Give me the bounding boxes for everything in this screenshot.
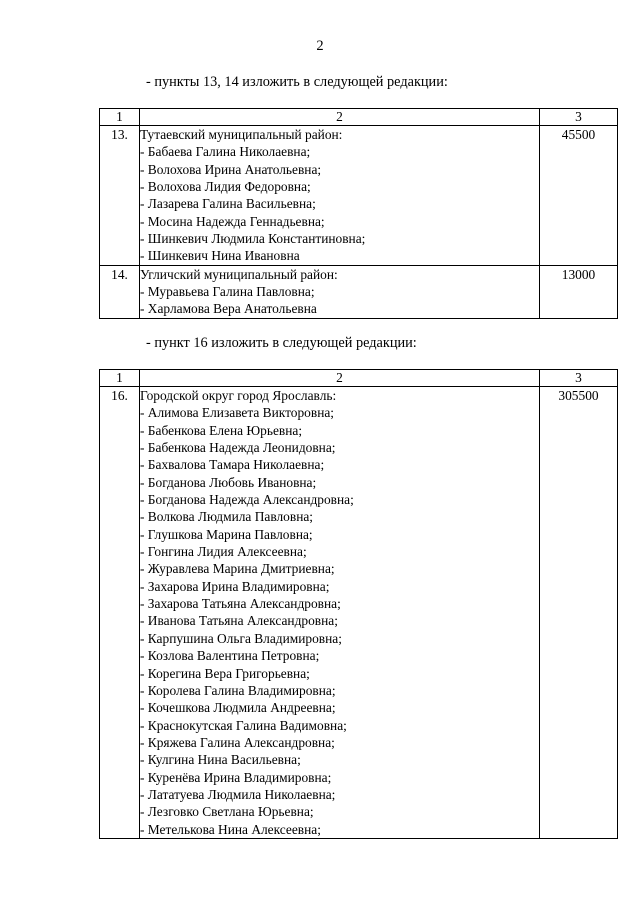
list-item: - Бабенкова Надежда Леонидовна;	[140, 440, 336, 456]
district-name: Городской округ город Ярославль:	[140, 388, 337, 403]
page-number: 2	[316, 38, 324, 54]
list-item: - Волкова Людмила Павловна;	[140, 509, 314, 525]
list-item: - Кулгина Нина Васильевна;	[140, 752, 301, 768]
list-item: - Кряжева Галина Александровна;	[140, 734, 335, 750]
row-recipients	[140, 126, 540, 266]
header-col-1: 1	[100, 370, 140, 387]
list-item: - Богданова Надежда Александровна;	[140, 492, 354, 508]
table-header-row	[100, 370, 618, 387]
list-item: - Бабаева Галина Николаевна;	[140, 144, 311, 160]
row-amount: 45500	[540, 126, 618, 266]
list-item: - Захарова Ирина Владимировна;	[140, 578, 330, 594]
list-item: - Бабенкова Елена Юрьевна;	[140, 422, 303, 438]
row-amount: 305500	[540, 387, 618, 839]
list-item: - Метелькова Нина Алексеевна;	[140, 821, 321, 837]
section2-table	[99, 369, 618, 839]
list-item: - Козлова Валентина Петровна;	[140, 648, 320, 664]
list-item: - Алимова Елизавета Викторовна;	[140, 405, 335, 421]
list-item: - Бахвалова Тамара Николаевна;	[140, 457, 325, 473]
list-item: - Лезговко Светлана Юрьевна;	[140, 804, 314, 820]
list-item: - Куренёва Ирина Владимировна;	[140, 769, 332, 785]
list-item: - Корегина Вера Григорьевна;	[140, 665, 310, 681]
district-name: Угличский муниципальный район:	[140, 266, 338, 282]
header-col-3: 3	[540, 370, 618, 387]
list-item: - Захарова Татьяна Александровна;	[140, 596, 341, 612]
list-item: - Мосина Надежда Геннадьевна;	[140, 213, 325, 229]
list-item: - Харламова Вера Анатольевна	[140, 301, 317, 317]
section1-table	[99, 108, 618, 319]
list-item: - Гонгина Лидия Алексеевна;	[140, 544, 307, 560]
list-item: - Волохова Лидия Федоровна;	[140, 179, 311, 195]
row-number: 16.	[100, 387, 140, 839]
list-item: - Волохова Ирина Анатольевна;	[140, 161, 322, 177]
list-item: - Журавлева Марина Дмитриевна;	[140, 561, 335, 577]
list-item: - Глушкова Марина Павловна;	[140, 526, 313, 542]
row-number: 14.	[100, 265, 140, 318]
table-row	[100, 387, 618, 839]
list-item: - Богданова Любовь Ивановна;	[140, 474, 317, 490]
list-item: - Карпушина Ольга Владимировна;	[140, 630, 342, 646]
table-row	[100, 265, 618, 318]
list-item: - Кочешкова Людмила Андреевна;	[140, 700, 336, 716]
header-col-2: 2	[140, 109, 540, 126]
list-item: - Шинкевич Людмила Константиновна;	[140, 231, 366, 247]
list-item: - Муравьева Галина Павловна;	[140, 284, 315, 300]
header-col-2: 2	[140, 370, 540, 387]
table-header-row	[100, 109, 618, 126]
row-number: 13.	[100, 126, 140, 266]
list-item: - Краснокутская Галина Вадимовна;	[140, 717, 347, 733]
row-recipients	[140, 387, 540, 839]
section2-intro: - пункт 16 изложить в следующей редакции:	[146, 335, 417, 351]
header-col-3: 3	[540, 109, 618, 126]
table-row	[100, 126, 618, 266]
list-item: - Шинкевич Нина Ивановна	[140, 248, 300, 264]
list-item: - Лазарева Галина Васильевна;	[140, 196, 316, 212]
district-name: Тутаевский муниципальный район:	[140, 127, 343, 142]
list-item: - Лататуева Людмила Николаевна;	[140, 786, 336, 802]
section1-intro: - пункты 13, 14 изложить в следующей редакции:	[146, 74, 448, 90]
header-col-1: 1	[100, 109, 140, 126]
row-recipients	[140, 265, 540, 318]
list-item: - Иванова Татьяна Александровна;	[140, 613, 338, 629]
row-amount: 13000	[540, 265, 618, 318]
list-item: - Королева Галина Владимировна;	[140, 682, 336, 698]
